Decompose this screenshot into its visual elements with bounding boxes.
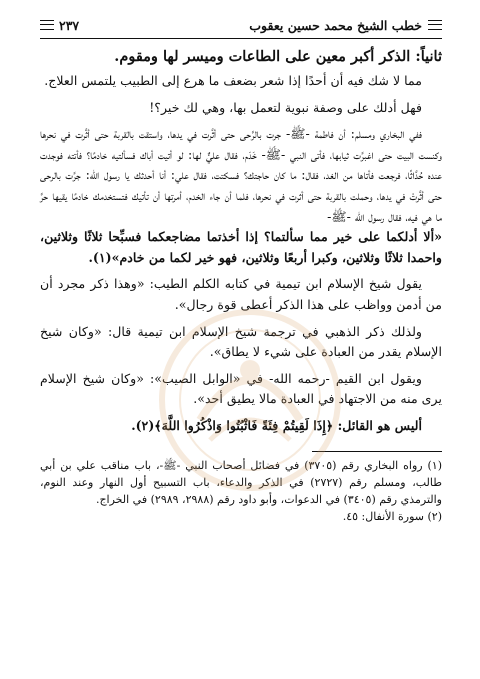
page-header [40,14,442,36]
page-number: ٢٣٧ [59,17,80,33]
paragraph-5: ولذلك ذكر الذهبي في ترجمة شيخ الإسلام ابن تيمية قال: «وكان شيخ الإسلام يقدر من العبادة على شيء لا يطاق». [40,323,442,360]
paragraph-7: أليس هو القائل: ﴿إِذَا لَقِيتُمْ فِئَةً فَاثْبُتُوا وَاذْكُرُوا اللَّهَ﴾(٢). [131,417,422,433]
paragraph-2: فهل أدلك على وصفة نبوية لتعمل بها، وهي لك خير؟! [149,99,422,115]
footnote-1: (١) رواه البخاري رقم (٣٧٠٥) في فضائل أصحاب النبي -ﷺ-، باب مناقب علي بن أبي طالب، ومسلم رقم (٢٧٢٧) في الذكر والدعاء، باب التسبيح أول النهار وعند النوم، والترمذي رقم (٣٤٠٥) في الدعوات، وأبو داود رقم (٢٩٨٨، ٢٩٨٩) في الخراج. [40,458,443,506]
section-heading: ثانياً: الذكر أكبر معين على الطاعات وميسر لها ومقوم. [114,48,442,65]
header-page-group [40,18,79,33]
paragraph-6: ويقول ابن القيم -رحمه الله- في «الوابل الصيب»: «وكان شيخ الإسلام يرى منه من الاجتهاد في العبادة مالا يطيق أحد». [40,370,442,407]
header-ornament-icon [428,20,442,30]
hadith-quote: «ألا أدلكما على خير مما سألتما؟ إذا أخذتما مضاجعكما فسبِّحا ثلاثًا وثلاثين، واحمدا ثلاثًا وثلاثين، وكبرا أربعًا وثلاثين، فهو خير لكما من خادم»(١). [40,229,442,265]
header-rule [40,38,442,39]
page-ornament-icon [40,20,54,30]
paragraph-4: يقول شيخ الإسلام ابن تيمية في كتابه الكلم الطيب: «وهذا ذكر مجرد أن من أدمن وواظب على هذا الذكر أعطى قوة رجال». [40,276,442,312]
header-title-group [249,18,442,33]
footnotes [40,457,442,525]
footnote-rule [312,451,442,452]
paragraph-1: مما لا شك فيه أن أحدًا إذا شعر بضعف ما هرع إلى الطبيب يلتمس العلاج. [44,73,422,88]
book-title: خطب الشيخ محمد حسين يعقوب [249,17,422,33]
footnote-2: (٢) سورة الأنفال: ٤٥. [342,509,442,523]
paragraph-3: ففي البخاري ومسلم: أن فاطمة -ﷺ- جرت بالرَّحى حتى أثَّرت في يدها، واستقت بالقربة حتى أثَّرت في نحرها وكنست البيت حتى اغبرَّت ثيابها، فأتى النبي -ﷺ- خَدَم، فقال عليٌّ لها: لو أتيت أباك فسألتيه خادمًا؟ فأتته فوجدت عنده حُدَّاثًا، فرجعت فأتاها من الغد، فقال: ما كان حاجتك؟ فسكتت، فقال علي: أنا أحدثك يا رسول الله: جرَّت بالرحى حتى أثَّرتْ في يدها، وحملت بالقربة حتى أثرت في نحرها، فلما أن جاء الخدم، أمرتها أن تأتيك فتستخدمك خادمًا يقيها حرَّ ما هي فيه، فقال رسول الله -ﷺ- [40,126,442,224]
